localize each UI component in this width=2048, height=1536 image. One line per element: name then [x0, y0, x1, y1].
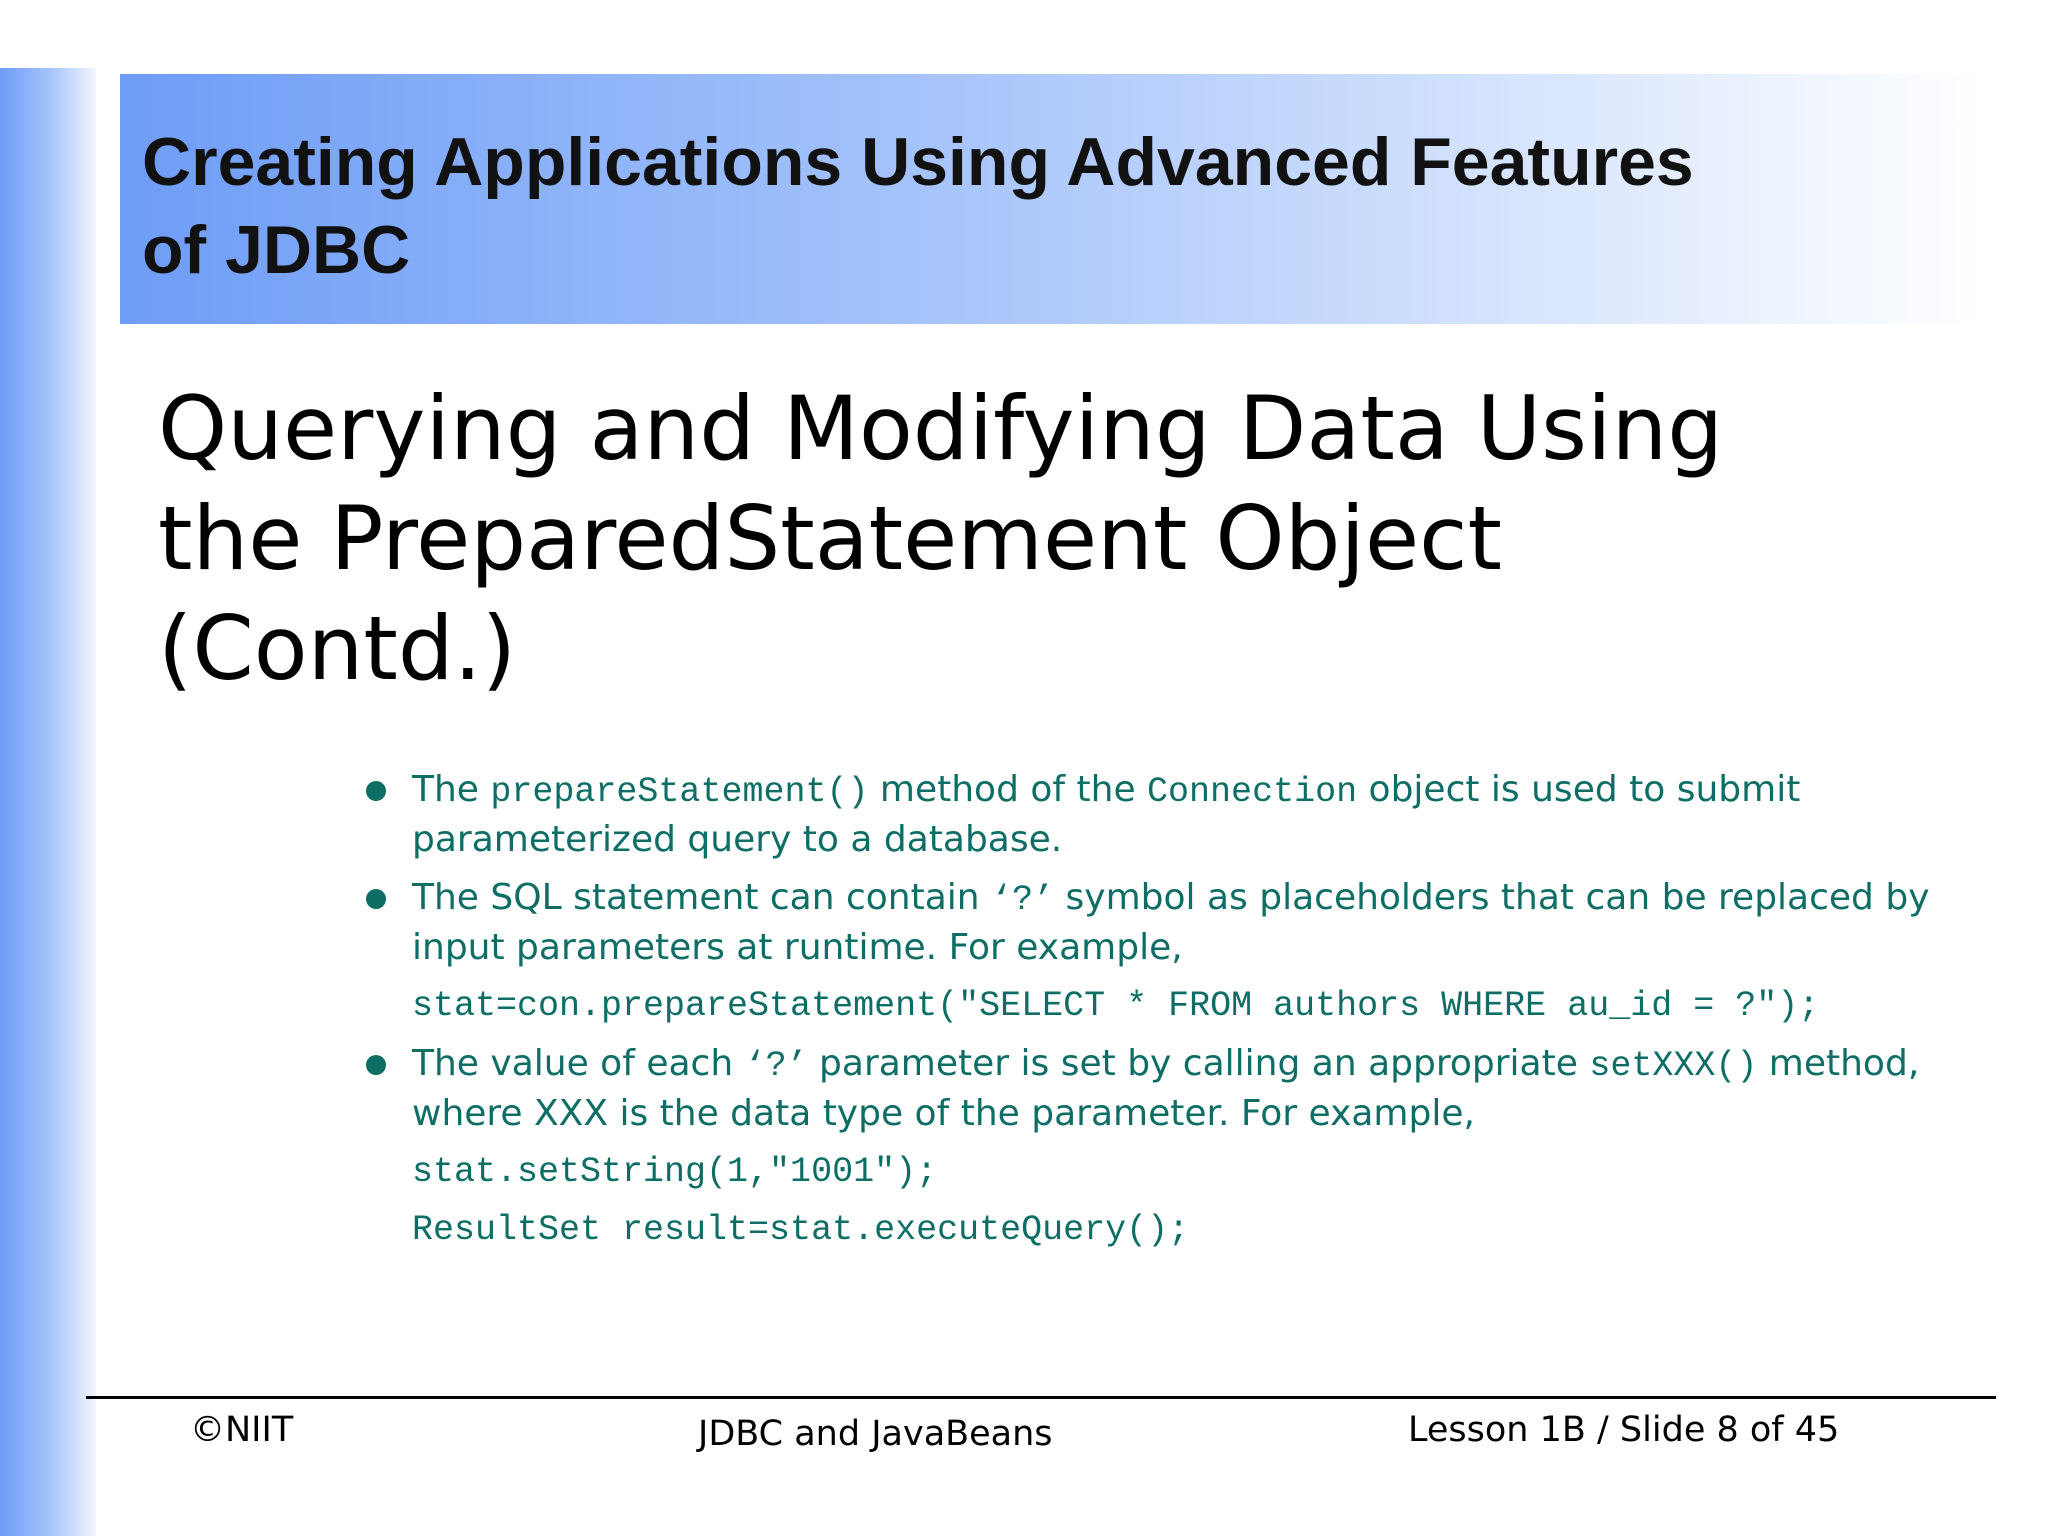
bullet-item-1	[362, 766, 2002, 864]
bullet-item-3	[362, 1040, 2002, 1138]
slide-title-line-3: (Contd.)	[158, 597, 517, 700]
course-title-line-2: of JDBC	[142, 212, 411, 288]
bullet-icon	[366, 889, 386, 909]
bullet-text: method of the	[868, 769, 1148, 810]
footer-divider	[86, 1396, 1996, 1399]
bullet-icon	[366, 1055, 386, 1075]
bullet-text: symbol as placeholders that can be replaced by input parameters at runtime. For example,	[412, 877, 1930, 968]
inline-code: ‘?’	[744, 1046, 808, 1086]
code-example: stat.setString(1,"1001");	[412, 1152, 938, 1192]
inline-code: prepareStatement()	[490, 772, 869, 812]
bullet-text: parameter is set by calling an appropriate	[807, 1043, 1590, 1084]
slide-title-line-1: Querying and Modifying Data Using	[158, 377, 1724, 480]
footer-slide-number: Lesson 1B / Slide 8 of 45	[1408, 1410, 1840, 1450]
bullet-text: object is used to submit parameterized query to a database.	[412, 769, 1801, 860]
bullet-text: method, where XXX is the data type of the parameter. For example,	[412, 1043, 1920, 1134]
bullet-list	[362, 766, 2002, 1264]
slide-title-line-2: the PreparedStatement Object	[158, 487, 1502, 590]
code-example: ResultSet result=stat.executeQuery();	[412, 1210, 1190, 1250]
footer-copyright: ©NIIT	[190, 1410, 294, 1450]
bullet-text: The value of each	[412, 1043, 745, 1084]
bullet-text: The SQL statement can contain	[412, 877, 992, 918]
footer-course-name: JDBC and JavaBeans	[698, 1414, 1053, 1454]
bullet-item-2	[362, 874, 2002, 972]
code-example: stat=con.prepareStatement("SELECT * FROM authors WHERE au_id = ?");	[412, 986, 1820, 1026]
course-title-line-1: Creating Applications Using Advanced Features	[142, 124, 1694, 200]
slide-title	[158, 374, 1918, 704]
bullet-text: The	[412, 769, 491, 810]
bullet-icon	[366, 781, 386, 801]
inline-code: Connection	[1147, 772, 1358, 812]
left-accent-bar	[0, 68, 96, 1536]
course-title	[142, 118, 1942, 294]
inline-code: ‘?’	[991, 880, 1055, 920]
inline-code: setXXX()	[1589, 1046, 1758, 1086]
